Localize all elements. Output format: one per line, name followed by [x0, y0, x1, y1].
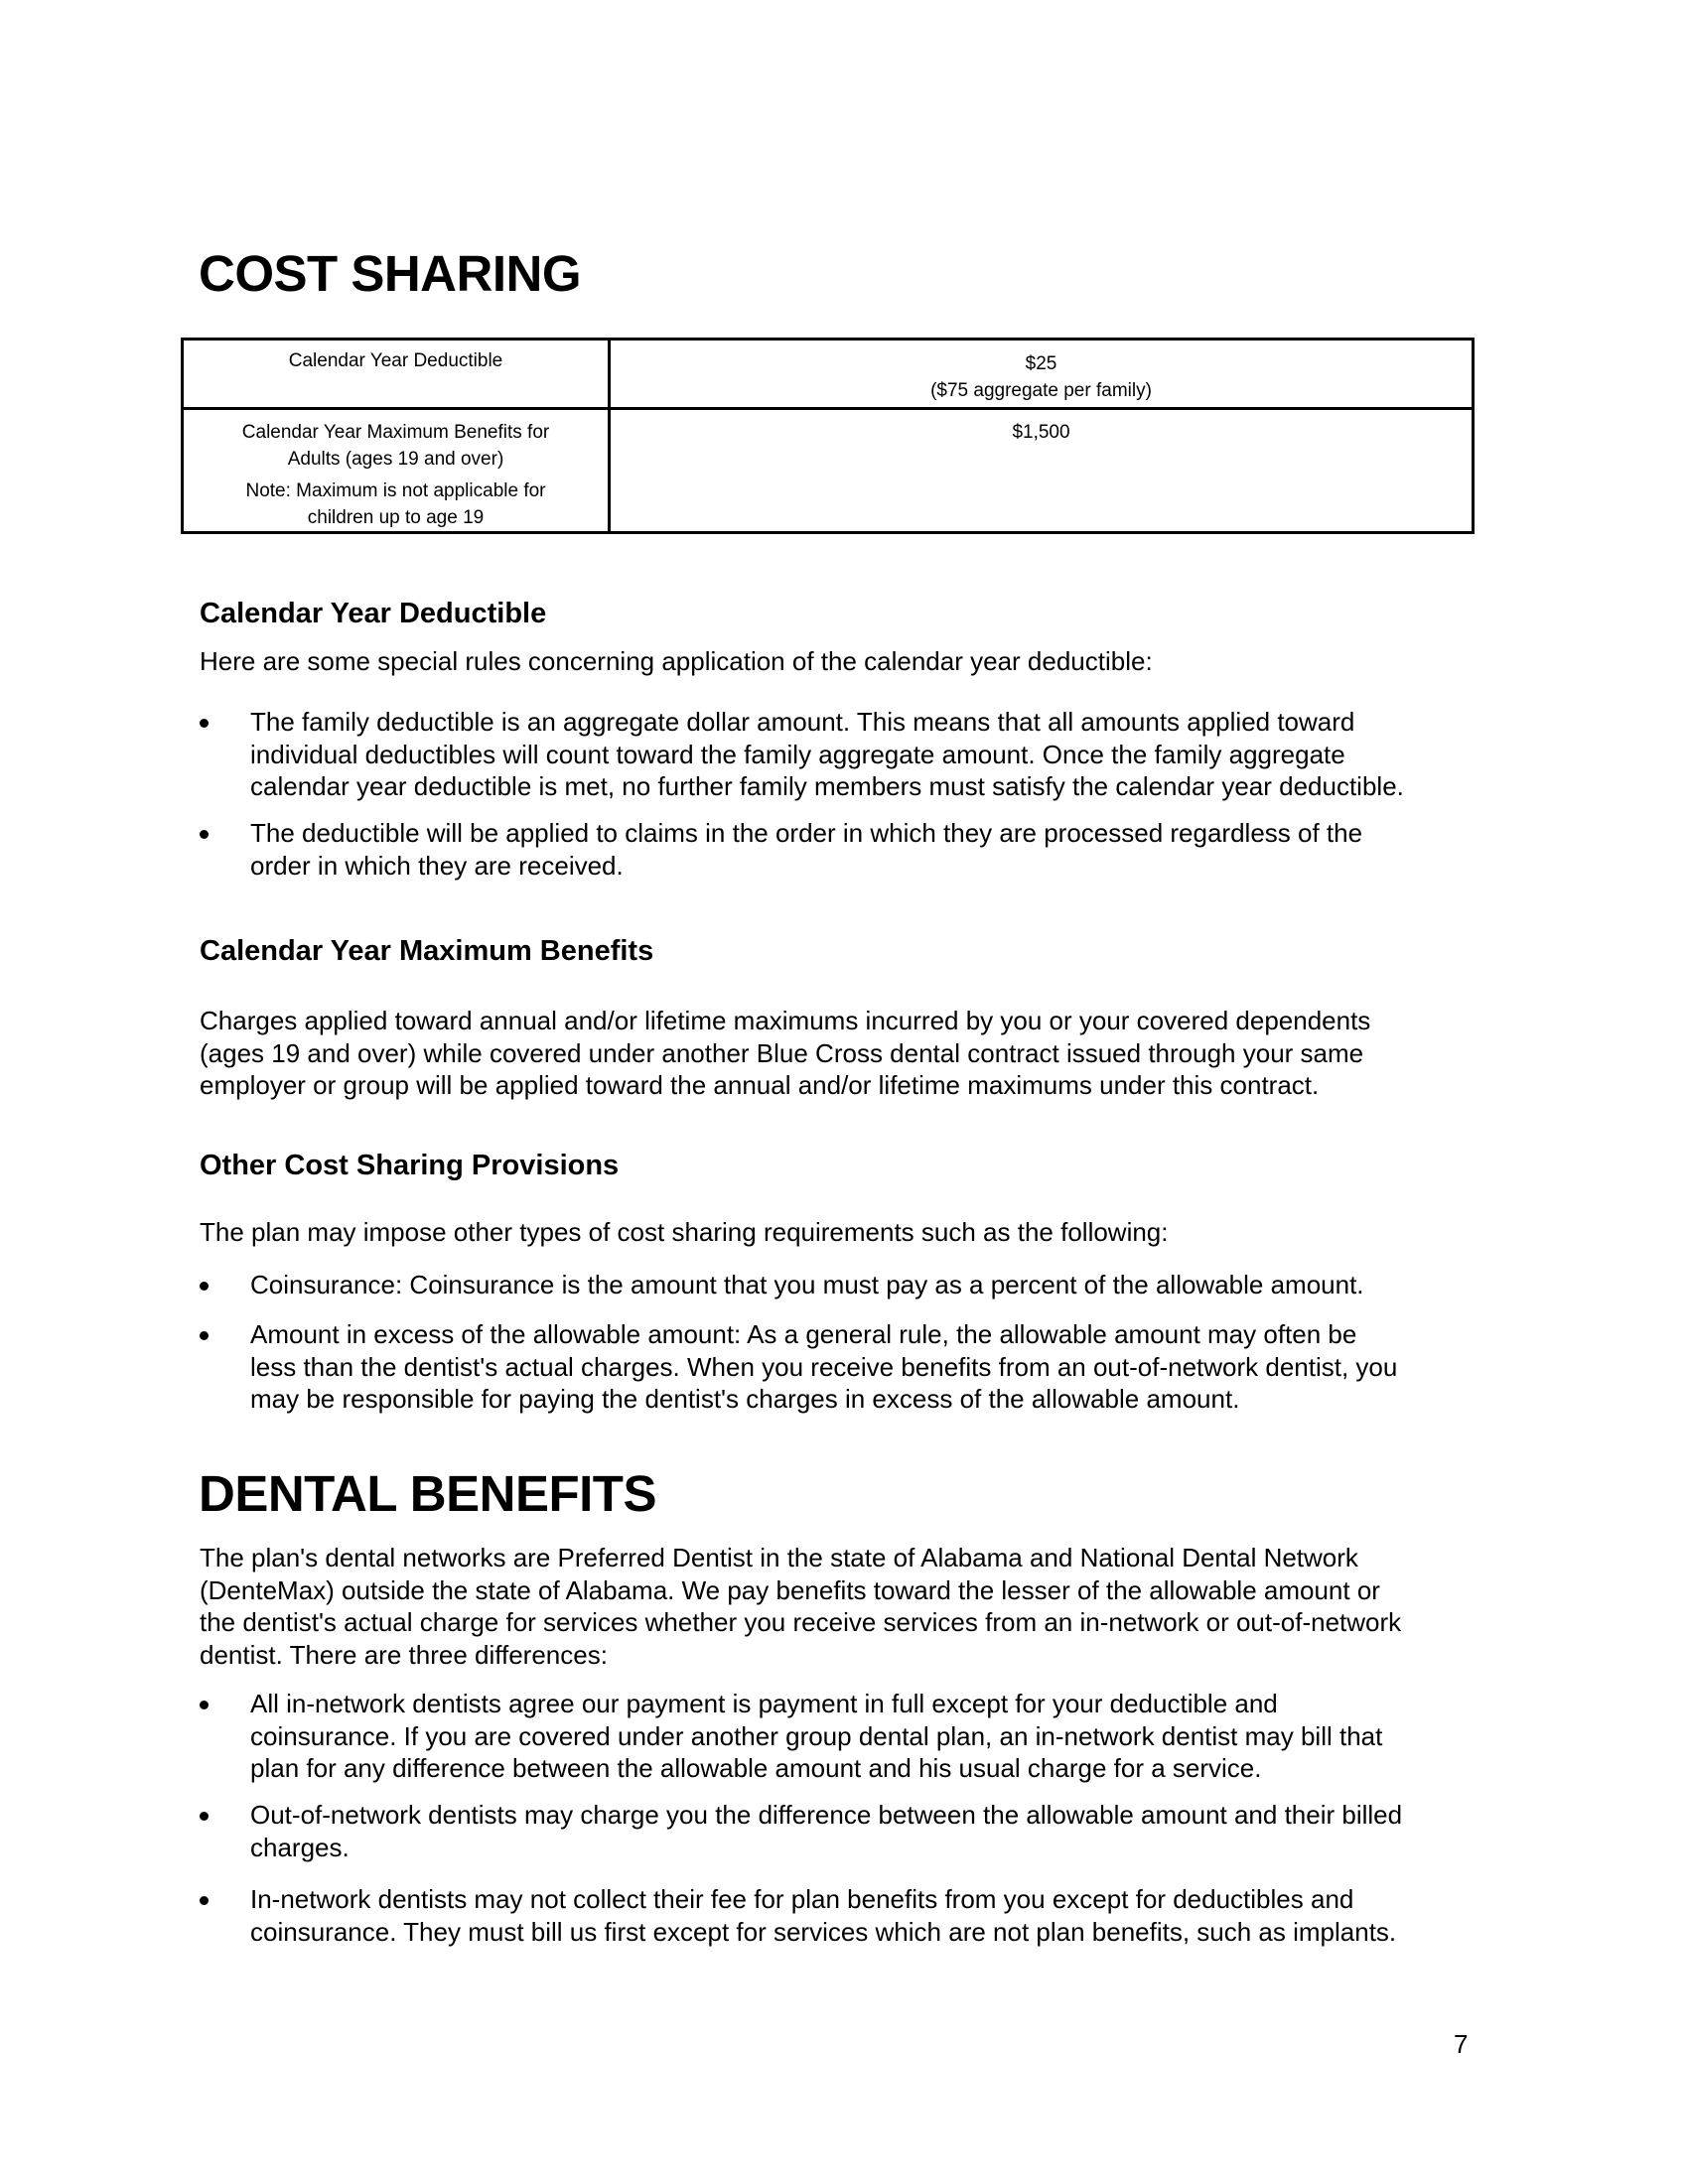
bullet-icon — [200, 1331, 209, 1340]
text-line: In-network dentists may not collect their fee for plan benefits from you except for deductibles and — [250, 1884, 1354, 1914]
cell-note: children up to age 19 — [307, 507, 485, 528]
table-row — [183, 409, 1474, 533]
text-line: employer or group will be applied toward the annual and/or lifetime maximums under this contract. — [200, 1070, 1320, 1100]
bullet-icon — [200, 1701, 209, 1709]
cell-text: Calendar Year Deductible — [288, 350, 503, 371]
text-line: coinsurance. If you are covered under another group dental plan, an in-network dentist may bill that — [250, 1720, 1383, 1751]
cell-text: Adults (ages 19 and over) — [287, 449, 504, 470]
deductible-intro — [200, 645, 1153, 678]
table-row — [183, 340, 1474, 409]
text-line: the dentist's actual charge for services whether you receive services from an in-network or out-of-network — [200, 1607, 1402, 1637]
text-line: less than the dentist's actual charges. When you receive benefits from an out-of-network dentist, you — [250, 1351, 1398, 1382]
text-line: All in-network dentists agree our payment is payment in full except for your deductible and — [250, 1689, 1278, 1718]
text-line: The family deductible is an aggregate dollar amount. This means that all amounts applied toward — [250, 707, 1355, 737]
text-line: plan for any difference between the allowable amount and his usual charge for a service. — [250, 1753, 1262, 1783]
list-item-text — [250, 1269, 1364, 1301]
cell-text: Calendar Year Maximum Benefits for — [241, 422, 550, 443]
list-item-text — [250, 1688, 1382, 1785]
table-cell-value — [610, 340, 1474, 409]
text-line: may be responsible for paying the dentist's charges in excess of the allowable amount. — [250, 1384, 1240, 1414]
page-title-cost-sharing: COST SHARING — [199, 245, 582, 302]
text-line: The plan may impose other types of cost sharing requirements such as the following: — [200, 1217, 1169, 1247]
bullet-icon — [200, 830, 209, 839]
maximum-benefits-paragraph — [200, 1005, 1370, 1102]
list-item-text — [250, 817, 1362, 882]
text-line: (DenteMax) outside the state of Alabama. We pay benefits toward the lesser of the allowable amount or — [200, 1574, 1380, 1605]
cell-text: $25 — [1025, 353, 1057, 374]
section-heading-deductible: Calendar Year Deductible — [200, 598, 547, 629]
text-line: charges. — [250, 1832, 350, 1862]
list-item-text — [250, 1318, 1397, 1416]
text-line: dentist. There are three differences: — [200, 1639, 608, 1670]
list-item-text — [250, 1883, 1396, 1948]
text-line: (ages 19 and over) while covered under another Blue Cross dental contract issued through your same — [200, 1037, 1364, 1068]
page-title-dental-benefits: DENTAL BENEFITS — [199, 1465, 656, 1522]
table-cell-value — [610, 409, 1474, 533]
section-heading-maximum-benefits: Calendar Year Maximum Benefits — [200, 935, 654, 967]
other-provisions-intro — [200, 1216, 1169, 1249]
cell-note: Note: Maximum is not applicable for — [245, 480, 546, 501]
bullet-icon — [200, 1896, 209, 1905]
text-line: coinsurance. They must bill us first except for services which are not plan benefits, such as implants. — [250, 1916, 1397, 1947]
list-item-text — [250, 1799, 1402, 1863]
text-line: Amount in excess of the allowable amount: As a general rule, the allowable amount may often be — [250, 1319, 1357, 1349]
bullet-icon — [200, 719, 209, 728]
text-line: individual deductibles will count toward the family aggregate amount. Once the family aggregate — [250, 739, 1345, 769]
cell-text: ($75 aggregate per family) — [930, 380, 1152, 401]
cell-text: $1,500 — [1012, 422, 1070, 443]
text-line: Charges applied toward annual and/or lifetime maximums incurred by you or your covered dependents — [200, 1006, 1371, 1035]
text-line: Coinsurance: Coinsurance is the amount that you must pay as a percent of the allowable amount. — [250, 1270, 1364, 1299]
text-line: The deductible will be applied to claims in the order in which they are processed regardless of the — [250, 818, 1363, 848]
text-line: order in which they are received. — [250, 850, 624, 881]
cost-sharing-table — [181, 338, 1475, 534]
text-line: calendar year deductible is met, no further family members must satisfy the calendar year deductible. — [250, 771, 1404, 801]
table-cell-label — [183, 340, 610, 409]
page-number: 7 — [1454, 2029, 1469, 2059]
bullet-icon — [200, 1812, 209, 1821]
text-line: Here are some special rules concerning application of the calendar year deductible: — [200, 646, 1153, 676]
list-item-text — [250, 706, 1404, 803]
dental-benefits-paragraph — [200, 1542, 1401, 1671]
text-line: Out-of-network dentists may charge you the difference between the allowable amount and their billed — [250, 1800, 1403, 1830]
bullet-icon — [200, 1282, 209, 1291]
section-heading-other-provisions: Other Cost Sharing Provisions — [200, 1150, 620, 1181]
text-line: The plan's dental networks are Preferred Dentist in the state of Alabama and National Dental Network — [200, 1543, 1358, 1572]
table-cell-label — [183, 409, 610, 533]
